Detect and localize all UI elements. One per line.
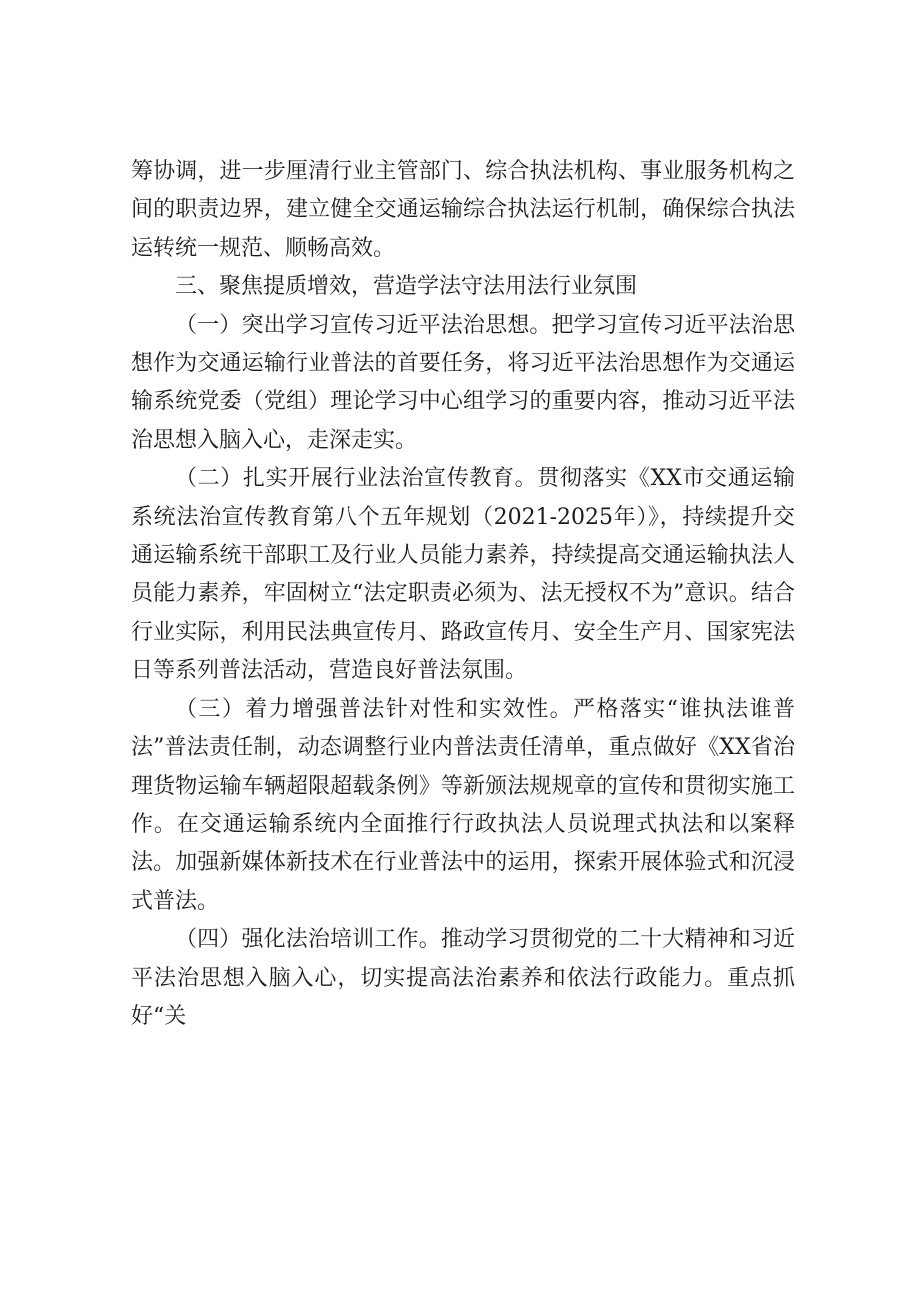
document-body	[131, 153, 795, 1036]
paragraph-continuation: 筹协调，进一步厘清行业主管部门、综合执法机构、事业服务机构之间的职责边界，建立健全交通运输综合执法运行机制，确保综合执法运转统一规范、顺畅高效。	[131, 159, 795, 261]
section-heading: 三、聚焦提质增效，营造学法守法用法行业氛围	[175, 274, 638, 300]
paragraph-item-3: （三）着力增强普法针对性和实效性。严格落实“谁执法谁普法”普法责任制，动态调整行业内普法责任清单，重点做好《XX省治理货物运输车辆超限超载条例》等新颁法规规章的宣传和贯彻实施工作。在交通运输系统内全面推行行政执法人员说理式执法和以案释法。加强新媒体新技术在行业普法中的运用，探索开展体验式和沉浸式普法。	[131, 696, 795, 914]
paragraph-item-2: （二）扎实开展行业法治宣传教育。贯彻落实《XX市交通运输系统法治宣传教育第八个五年规划（2021-2025年）》，持续提升交通运输系统干部职工及行业人员能力素养，持续提高交通运输执法人员能力素养，牢固树立“法定职责必须为、法无授权不为”意识。结合行业实际，利用民法典宣传月、路政宣传月、安全生产月、国家宪法日等系列普法活动，营造良好普法氛围。	[131, 466, 795, 684]
paragraph-item-4: （四）强化法治培训工作。推动学习贯彻党的二十大精神和习近平法治思想入脑入心，切实提高法治素养和依法行政能力。重点抓好“关	[131, 927, 795, 1029]
paragraph-item-1: （一）突出学习宣传习近平法治思想。把学习宣传习近平法治思想作为交通运输行业普法的首要任务，将习近平法治思想作为交通运输系统党委（党组）理论学习中心组学习的重要内容，推动习近平法治思想入脑入心，走深走实。	[131, 312, 795, 453]
